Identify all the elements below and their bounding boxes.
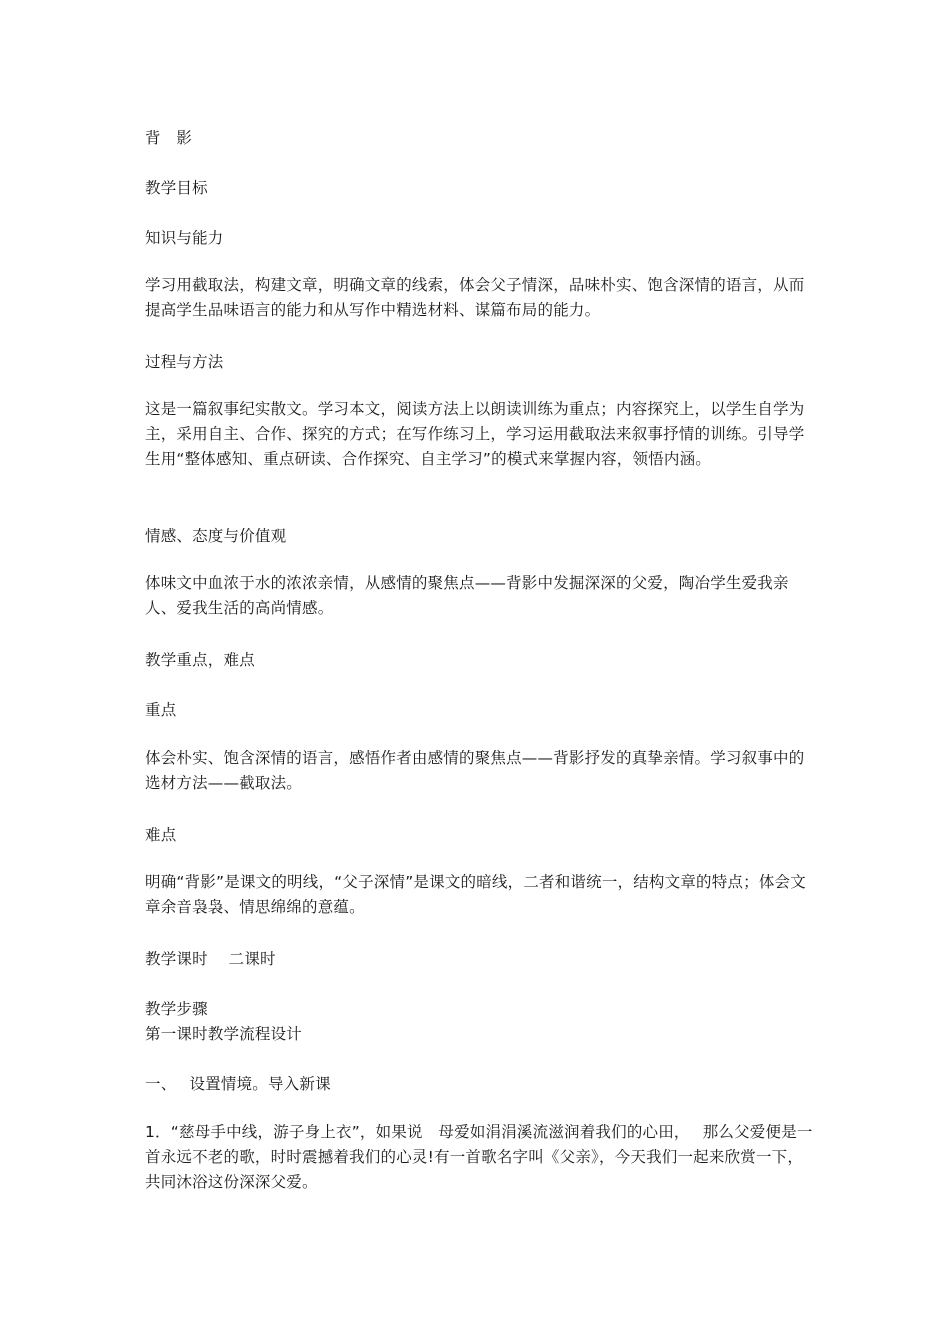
objectives-heading: 教学目标 [145,179,208,197]
key-heading: 重点 [145,701,177,719]
difficulty-paragraph: 明确“背影”是课文的明线，“父子深情”是课文的暗线，二者和谐统一，结构文章的特点；体会文章余音袅袅、情思绵绵的意蕴。 [145,873,806,916]
first-period-heading: 第一课时教学流程设计 [145,1025,303,1043]
process-paragraph: 这是一篇叙事纪实散文。学习本文，阅读方法上以朗读训练为重点；内容探究上，以学生自学为主，采用自主、合作、探究的方式；在写作练习上，学习运用截取法来叙事抒情的训练。引导学生用“整体感知、重点研读、合作探究、自主学习”的模式来掌握内容，领悟内涵。 [145,400,805,468]
emotion-paragraph: 体味文中血浓于水的浓浓亲情，从感情的聚焦点——背影中发掘深深的父爱，陶冶学生爱我亲人、爱我生活的高尚情感。 [145,574,789,617]
process-heading: 过程与方法 [145,353,224,371]
emotion-heading: 情感、态度与价值观 [145,527,287,545]
section-one-heading: 一、 设置情境。导入新课 [145,1075,331,1093]
knowledge-paragraph: 学习用截取法，构建文章，明确文章的线索，体会父子情深，品味朴实、饱含深情的语言，从而提高学生品味语言的能力和从写作中精选材料、谋篇布局的能力。 [145,276,805,319]
periods-line: 教学课时 二课时 [145,950,276,968]
key-points-heading: 教学重点，难点 [145,651,255,669]
document-title: 背 影 [145,129,193,147]
key-paragraph: 体会朴实、饱含深情的语言，感悟作者由感情的聚焦点——背影抒发的真挚亲情。学习叙事中的选材方法——截取法。 [145,749,805,792]
steps-heading: 教学步骤 [145,1000,208,1018]
knowledge-heading: 知识与能力 [145,229,224,247]
item-one-paragraph: 1．“慈母手中线，游子身上衣”，如果说 母爱如涓涓溪流滋润着我们的心田， 那么父爱便是一首永远不老的歌，时时震撼着我们的心灵!有一首歌名字叫《父亲》，今天我们一起来欣赏一下，共同沐浴这份深深父爱。 [145,1123,813,1191]
difficulty-heading: 难点 [145,826,177,844]
